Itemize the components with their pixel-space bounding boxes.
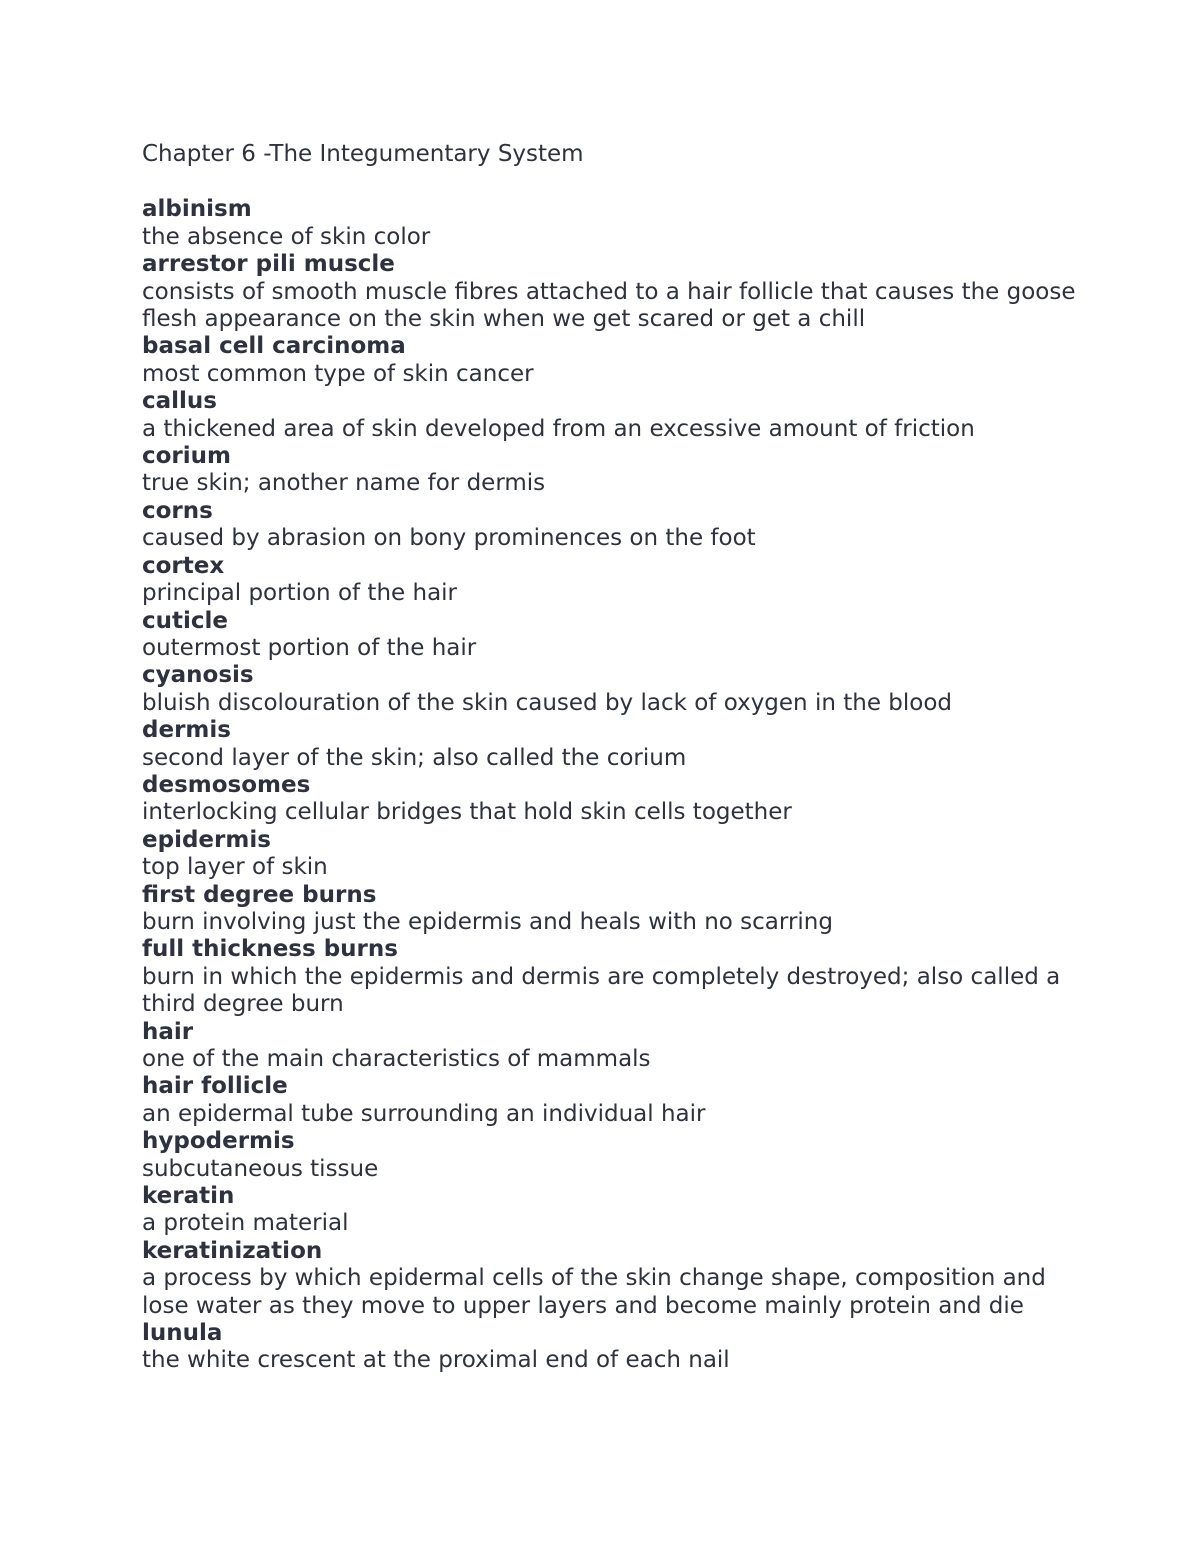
glossary-entry [142,1238,1082,1320]
glossary-term: arrestor pili muscle [142,251,395,278]
glossary-definition: a process by which epidermal cells of the skin change shape, composition and lose water as they move to upper layers and become mainly protein and die [142,1265,1046,1319]
glossary-term: hair [142,1018,194,1045]
glossary-term: cuticle [142,607,229,634]
glossary-definition: a thickened area of skin developed from an excessive amount of friction [142,415,975,442]
glossary-term: corium [142,443,232,470]
glossary-term: first degree burns [142,881,377,908]
glossary-term: dermis [142,717,231,744]
glossary-entry [142,1128,1082,1183]
document-page [142,141,1082,1375]
glossary-entry [142,333,1082,388]
glossary-definition: the absence of skin color [142,223,431,250]
glossary-entry [142,498,1082,553]
glossary-definition: most common type of skin cancer [142,360,534,387]
glossary-definition: true skin; another name for dermis [142,470,546,497]
glossary-term: lunula [142,1320,223,1347]
glossary-entry [142,717,1082,772]
glossary-term: corns [142,497,213,524]
glossary-definition: bluish discolouration of the skin caused by lack of oxygen in the blood [142,689,953,716]
glossary-definition: second layer of the skin; also called the corium [142,744,687,771]
glossary-entry [142,388,1082,443]
glossary-entry [142,553,1082,608]
glossary-term: full thickness burns [142,936,398,963]
glossary-definition: principal portion of the hair [142,580,458,607]
glossary-entry [142,827,1082,882]
glossary-term: albinism [142,196,252,223]
glossary-definition: top layer of skin [142,854,328,881]
glossary-definition: interlocking cellular bridges that hold skin cells together [142,799,792,826]
glossary-definition: burn in which the epidermis and dermis are completely destroyed; also called a third degree burn [142,963,1061,1018]
glossary-term: keratin [142,1183,235,1210]
glossary-entry [142,662,1082,717]
glossary-entry [142,443,1082,498]
glossary-term: hair follicle [142,1073,288,1100]
glossary-term: callus [142,388,217,415]
glossary-entry [142,251,1082,333]
glossary-definition: an epidermal tube surrounding an individual hair [142,1100,706,1127]
glossary-entry [142,936,1082,1018]
glossary-term: basal cell carcinoma [142,333,406,360]
glossary-definition: caused by abrasion on bony prominences on the foot [142,525,756,552]
glossary-definition: one of the main characteristics of mammals [142,1046,651,1072]
glossary-term: keratinization [142,1237,323,1264]
glossary-entry [142,1073,1082,1128]
glossary-definition: the white crescent at the proximal end of each nail [142,1347,730,1374]
glossary-entry [142,882,1082,937]
glossary-entry [142,1183,1082,1238]
glossary-definition: a protein material [142,1210,349,1237]
glossary-entry [142,196,1082,251]
glossary-entry [142,608,1082,663]
glossary-entry [142,1320,1082,1375]
glossary-entry [142,1019,1082,1074]
glossary-definition: subcutaneous tissue [142,1155,379,1182]
glossary-term: hypodermis [142,1128,295,1155]
glossary-term: epidermis [142,826,271,853]
glossary-term: desmosomes [142,771,311,798]
glossary-definition: outermost portion of the hair [142,634,477,661]
glossary-term: cortex [142,552,225,579]
glossary-definition: burn involving just the epidermis and heals with no scarring [142,908,833,935]
page-title: Chapter 6 -The Integumentary System [142,141,584,167]
glossary-entry [142,772,1082,827]
glossary-definition: consists of smooth muscle fibres attached to a hair follicle that causes the goose flesh appearance on the skin when we get scared or get a chill [142,278,1076,333]
glossary-term: cyanosis [142,662,254,689]
